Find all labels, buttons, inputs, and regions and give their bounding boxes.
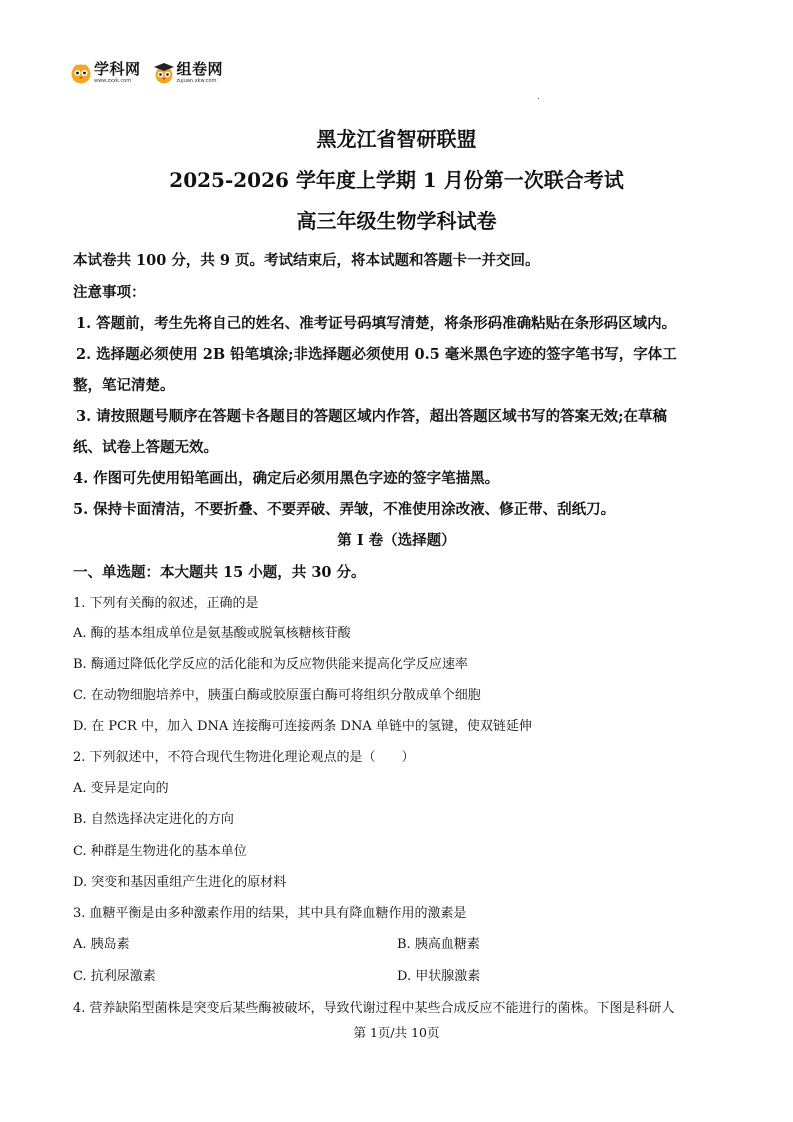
notice-item-1: 1. 答题前，考生先将自己的姓名、准考证号码填写清楚，将条形码准确粘贴在条形码区域内。 [76, 315, 677, 332]
question-1-option-b: B. 酶通过降低化学反应的活化能和为反应物供能来提高化学反应速率 [73, 657, 468, 672]
question-2-option-a: A. 变异是定向的 [73, 781, 169, 796]
intro-text: 本试卷共 100 分，共 9 页。考试结束后，将本试题和答题卡一并交回。 [73, 252, 540, 269]
owl-graduate-icon [153, 62, 175, 84]
notice-item-4: 4. 作图可先使用铅笔画出，确定后必须用黑色字迹的签字笔描黑。 [73, 470, 500, 487]
section-heading: 一、单选题：本大题共 15 小题，共 30 分。 [73, 564, 366, 581]
question-2-option-d: D. 突变和基因重组产生进化的原材料 [73, 875, 287, 890]
question-2-option-c: C. 种群是生物进化的基本单位 [73, 844, 247, 859]
logo-name: 学科网 [94, 60, 141, 78]
notice-heading: 注意事项： [73, 284, 146, 301]
logo-url: zujuan.xkw.com [176, 78, 217, 84]
stray-mark [538, 98, 539, 99]
question-1-option-a: A. 酶的基本组成单位是氨基酸或脱氧核糖核苷酸 [73, 626, 351, 641]
owl-icon [70, 62, 92, 84]
question-3-option-c: C. 抗利尿激素 [73, 969, 156, 984]
question-3-option-d: D. 甲状腺激素 [397, 969, 481, 984]
question-3-option-a: A. 胰岛素 [73, 937, 130, 952]
question-1-option-c: C. 在动物细胞培养中，胰蛋白酶或胶原蛋白酶可将组织分散成单个细胞 [73, 688, 481, 703]
header-logos [70, 58, 223, 88]
question-3-option-b: B. 胰高血糖素 [397, 937, 480, 952]
exam-subject-title: 高三年级生物学科试卷 [296, 209, 497, 233]
question-1-option-d: D. 在 PCR 中，加入 DNA 连接酶可连接两条 DNA 单链中的氢键，使双链延伸 [73, 719, 532, 734]
question-4-stem: 4. 营养缺陷型菌株是突变后某些酶被破坏，导致代谢过程中某些合成反应不能进行的菌株。下图是科研人 [73, 1001, 675, 1016]
question-1-stem: 1. 下列有关酶的叙述，正确的是 [73, 596, 259, 611]
page-number: 第 1页/共 10页 [353, 1025, 440, 1040]
notice-item-3: 3. 请按照题号顺序在答题卡各题目的答题区域内作答，超出答题区域书写的答案无效;在草稿 [76, 408, 668, 425]
question-2-option-b: B. 自然选择决定进化的方向 [73, 812, 234, 827]
zxxk-logo [70, 62, 141, 84]
logo-url: www.zxxk.com [94, 78, 132, 84]
logo-name: 组卷网 [176, 60, 224, 78]
notice-item-5: 5. 保持卡面清洁，不要折叠、不要弄破、弄皱，不准使用涂改液、修正带、刮纸刀。 [73, 501, 616, 518]
question-3-stem: 3. 血糖平衡是由多种激素作用的结果，其中具有降血糖作用的激素是 [73, 906, 467, 921]
exam-org-title: 黑龙江省智研联盟 [316, 127, 477, 151]
part-title: 第 I 卷（选择题） [337, 532, 456, 549]
question-2-stem: 2. 下列叙述中，不符合现代生物进化理论观点的是（ ） [73, 750, 415, 765]
notice-item-2: 2. 选择题必须使用 2B 铅笔填涂;非选择题必须使用 0.5 毫米黑色字迹的签字笔书写，字体工 [76, 346, 677, 363]
notice-item-3-cont: 纸、试卷上答题无效。 [73, 439, 218, 456]
notice-item-2-cont: 整，笔记清楚。 [73, 377, 175, 394]
exam-name-title: 2025-2026 学年度上学期 1 月份第一次联合考试 [169, 168, 624, 192]
zujuan-logo [153, 62, 224, 84]
